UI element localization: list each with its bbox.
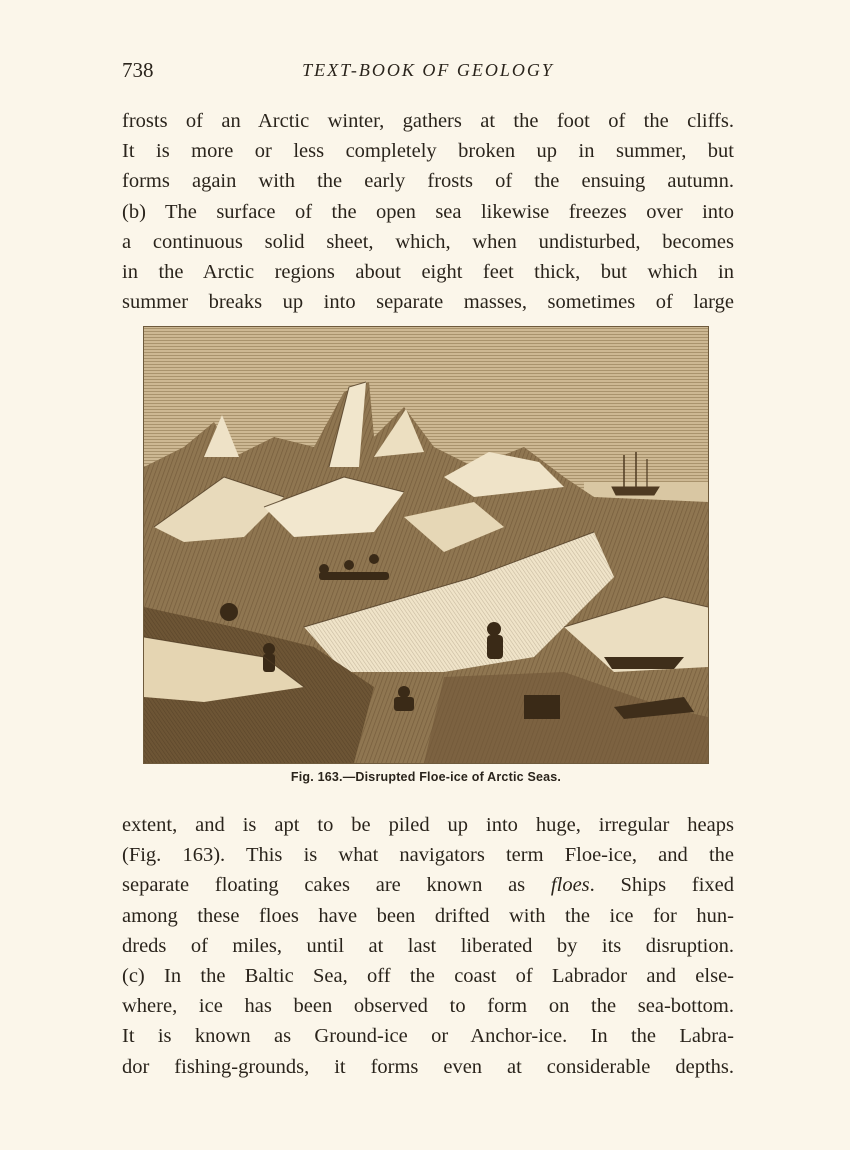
text-line: in the Arctic regions about eight feet thick, but which in [122,260,734,283]
text-segment: separate floating cakes are known as [122,874,551,897]
text-line: It is more or less completely broken up in summer, but [122,140,734,163]
text-line: extent, and is apt to be piled up into huge, irregular heaps [122,814,734,836]
paragraph-top [122,106,734,317]
text-line: (b) The surface of the open sea likewise freezes over into [122,200,734,223]
text-line: a continuous solid sheet, which, when undisturbed, becomes [122,230,734,253]
text-segment: . Ships fixed [589,874,734,897]
text-line: dor fishing-grounds, it forms even at considerable depths. [122,1055,734,1078]
figure-caption: Fig. 163.—Disrupted Floe-ice of Arctic Seas. [290,770,562,784]
text-line-with-italic [122,870,734,900]
text-line: (Fig. 163). This is what navigators term Floe-ice, and the [122,844,734,867]
text-line: where, ice has been observed to form on the sea-bottom. [122,995,734,1018]
text-line: among these floes have been drifted with the ice for hun- [122,904,734,927]
text-line: forms again with the early frosts of the ensuing autumn. [122,170,734,193]
engraving-illustration [144,327,708,763]
italic-term: floes [550,874,590,897]
page-number: 738 [122,58,154,82]
running-title: TEXT-BOOK OF GEOLOGY [302,60,554,80]
text-line: frosts of an Arctic winter, gathers at the foot of the cliffs. [122,110,734,132]
text-line: dreds of miles, until at last liberated by its disruption. [122,934,734,957]
text-line: It is known as Ground-ice or Anchor-ice. In the Labra- [122,1025,734,1048]
text-line: summer breaks up into separate masses, sometimes of large [122,291,734,314]
paragraph-bottom [122,810,734,1082]
text-line: (c) In the Baltic Sea, off the coast of Labrador and else- [122,964,734,987]
page-header [122,58,734,88]
floe-ice-engraving [143,326,709,764]
